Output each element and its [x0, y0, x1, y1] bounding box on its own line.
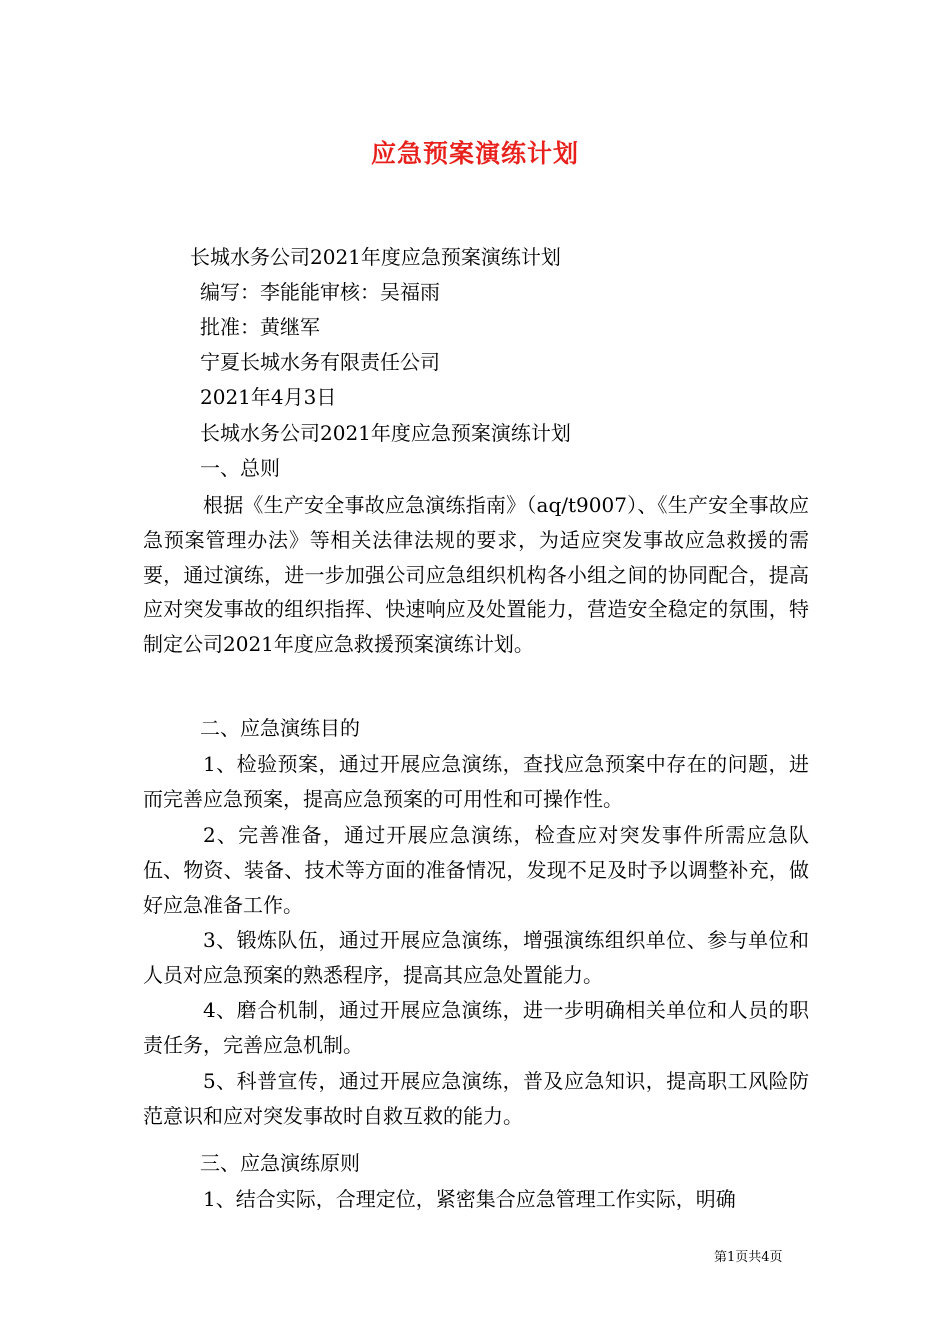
header-line-authors: 编写：李能能审核：吴福雨 [200, 280, 440, 304]
principles-item-1-start: 1、结合实际，合理定位，紧密集合应急管理工作实际，明确 [203, 1187, 736, 1211]
purpose-item-2: 2、完善准备，通过开展应急演练，检查应对突发事件所需应急队伍、物资、装备、技术等方面的准备情况，发现不足及时予以调整补充，做好应急准备工作。 [143, 823, 809, 917]
header-line-company-plan: 长城水务公司2021年度应急预案演练计划 [190, 245, 561, 269]
section-heading-purpose: 二、应急演练目的 [200, 716, 360, 740]
section-general-paragraph: 根据《生产安全事故应急演练指南》（aq/t9007）、《生产安全事故应急预案管理办法》等相关法律法规的要求，为适应突发事故应急救援的需要，通过演练，进一步加强公司应急组织机构各小组之间的协同配合，提高应对突发事故的组织指挥、快速响应及处置能力，营造安全稳定的氛围，特制定公司2021年度应急救援预案演练计划。 [143, 493, 809, 657]
header-line-approver: 批准：黄继军 [200, 315, 320, 339]
purpose-item-1: 1、检验预案，通过开展应急演练，查找应急预案中存在的问题，进而完善应急预案，提高应急预案的可用性和可操作性。 [143, 752, 809, 811]
purpose-item-5: 5、科普宣传，通过开展应急演练，普及应急知识，提高职工风险防范意识和应对突发事故时自救互救的能力。 [143, 1069, 809, 1128]
purpose-item-4: 4、磨合机制，通过开展应急演练，进一步明确相关单位和人员的职责任务，完善应急机制。 [143, 998, 809, 1057]
header-line-date: 2021年4月3日 [200, 385, 337, 409]
header-line-plan-title: 长城水务公司2021年度应急预案演练计划 [200, 421, 571, 445]
header-line-organization: 宁夏长城水务有限责任公司 [200, 350, 440, 374]
page-number-footer: 第1页共4页 [714, 1250, 783, 1265]
section-heading-principles: 三、应急演练原则 [200, 1151, 360, 1175]
purpose-item-3: 3、锻炼队伍，通过开展应急演练，增强演练组织单位、参与单位和人员对应急预案的熟悉程序，提高其应急处置能力。 [143, 928, 809, 987]
section-heading-general: 一、总则 [200, 456, 280, 480]
document-title: 应急预案演练计划 [370, 139, 579, 168]
